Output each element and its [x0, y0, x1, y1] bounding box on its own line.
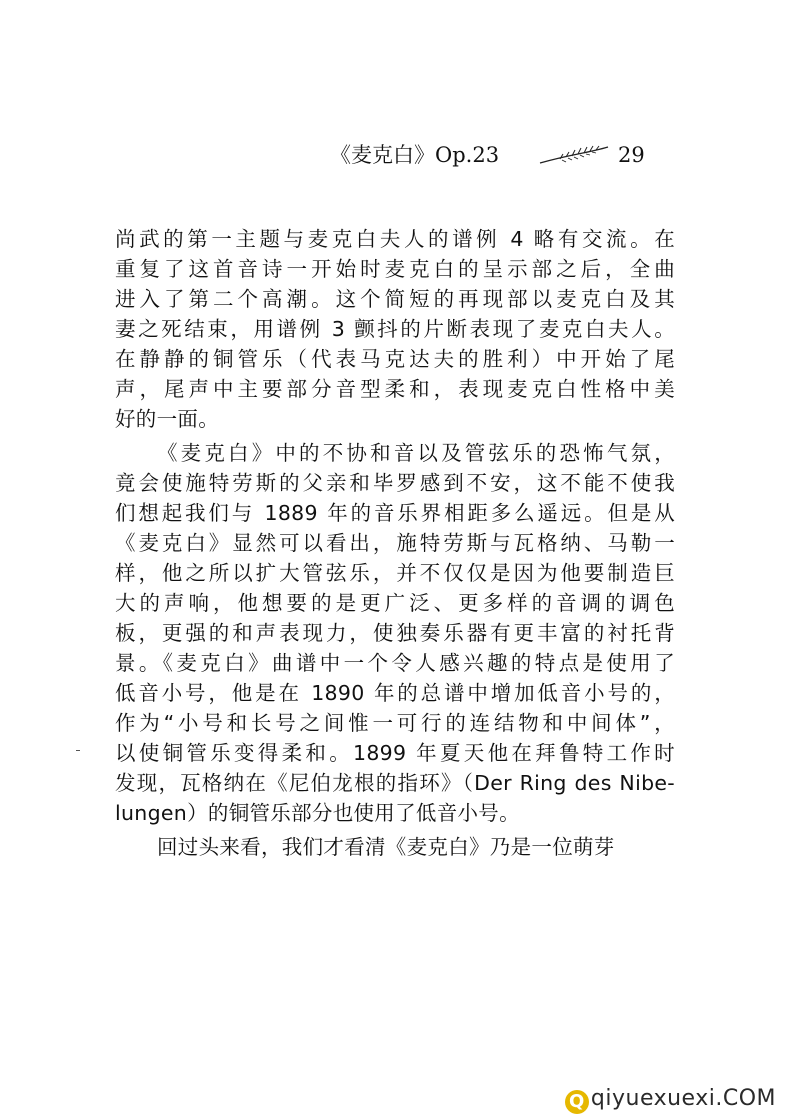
- text-line: 在静静的铜管乐（代表马克达夫的胜利）中开始了尾: [115, 347, 675, 371]
- text-line: 好的一面。: [115, 407, 219, 431]
- body-text: [115, 224, 675, 862]
- text-line: 妻之死结束，用谱例 3 颤抖的片断表现了麦克白夫人。: [115, 317, 675, 341]
- margin-mark: [76, 750, 80, 751]
- text-line: 们想起我们与 1889 年的音乐界相距多么遥远。但是从: [115, 501, 675, 525]
- watermark-text: qiyuexuexi.COM: [590, 1086, 776, 1111]
- text-line: 大的声响，他想要的是更广泛、更多样的音调的调色: [115, 591, 675, 615]
- text-line: 板，更强的和声表现力，使独奏乐器有更丰富的衬托背: [115, 621, 675, 645]
- text-line: 景。《麦克白》曲谱中一个令人感兴趣的特点是使用了: [115, 651, 675, 675]
- watermark: [565, 1086, 776, 1114]
- text-line: 进入了第二个高潮。这个简短的再现部以麦克白及其: [115, 287, 675, 311]
- page-number: 29: [618, 143, 645, 167]
- text-line: lungen）的铜管乐部分也使用了低音小号。: [115, 801, 520, 825]
- text-line: 声，尾声中主要部分音型柔和，表现麦克白性格中美: [115, 377, 675, 401]
- text-line: 作为“小号和长号之间惟一可行的连结物和中间体”，: [115, 711, 675, 735]
- running-title: 《麦克白》Op.23: [330, 143, 500, 167]
- paragraph-3: [115, 832, 675, 862]
- text-line: 《麦克白》显然可以看出，施特劳斯与瓦格纳、马勒一: [115, 531, 675, 555]
- text-line: 样，他之所以扩大管弦乐，并不仅仅是因为他要制造巨: [115, 561, 675, 585]
- watermark-logo-icon: Q: [565, 1090, 589, 1114]
- feather-ornament-icon: [538, 144, 610, 166]
- paragraph-1: [115, 224, 675, 434]
- text-line: 尚武的第一主题与麦克白夫人的谱例 4 略有交流。在: [115, 227, 675, 251]
- paragraph-2: [115, 438, 675, 828]
- text-line: 竟会使施特劳斯的父亲和毕罗感到不安，这不能不使我: [115, 471, 675, 495]
- text-line: 发现，瓦格纳在《尼伯龙根的指环》（Der Ring des Nibe-: [115, 771, 675, 795]
- text-line: 重复了这首音诗一开始时麦克白的呈示部之后，全曲: [115, 257, 675, 281]
- text-line: 《麦克白》中的不协和音以及管弦乐的恐怖气氛，: [157, 441, 675, 465]
- text-line: 低音小号，他是在 1890 年的总谱中增加低音小号的，: [115, 681, 675, 705]
- text-line: 以使铜管乐变得柔和。1899 年夏天他在拜鲁特工作时: [115, 741, 675, 765]
- text-line: 回过头来看，我们才看清《麦克白》乃是一位萌芽: [157, 835, 615, 859]
- page-header: [330, 138, 670, 172]
